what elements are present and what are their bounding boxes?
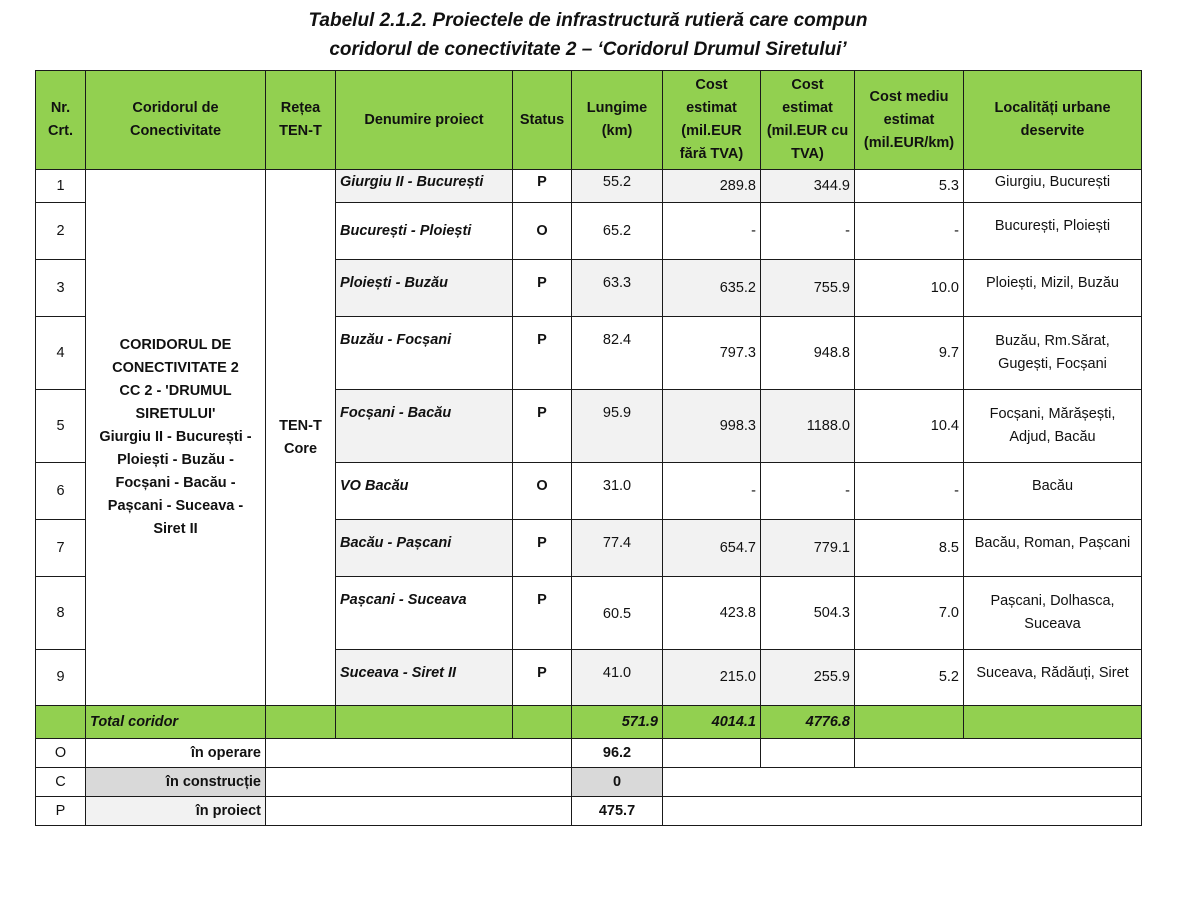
header-localitati: Localități urbane deservite bbox=[964, 71, 1142, 170]
row-length: 77.4 bbox=[572, 520, 663, 577]
row-localities: Focșani, Mărășești, Adjud, Bacău bbox=[964, 390, 1142, 463]
row-localities: Pașcani, Dolhasca, Suceava bbox=[964, 577, 1142, 650]
row-cost-no-vat: 289.8 bbox=[663, 170, 761, 203]
row-project: Bacău - Pașcani bbox=[336, 520, 513, 577]
table-title bbox=[0, 6, 1176, 64]
row-length: 82.4 bbox=[572, 317, 663, 390]
summary-label: în construcție bbox=[86, 768, 266, 797]
row-cost-no-vat: 635.2 bbox=[663, 260, 761, 317]
row-length: 41.0 bbox=[572, 650, 663, 706]
summary-code: C bbox=[36, 768, 86, 797]
row-nr: 8 bbox=[36, 577, 86, 650]
row-cost-no-vat: - bbox=[663, 463, 761, 520]
row-status: P bbox=[513, 577, 572, 650]
row-cost-vat: 779.1 bbox=[761, 520, 855, 577]
row-project: Ploiești - Buzău bbox=[336, 260, 513, 317]
row-project: Giurgiu II - București bbox=[336, 170, 513, 203]
row-length: 63.3 bbox=[572, 260, 663, 317]
row-cost-vat: 255.9 bbox=[761, 650, 855, 706]
summary-code: P bbox=[36, 797, 86, 826]
header-denumire: Denumire proiect bbox=[336, 71, 513, 170]
row-project: VO Bacău bbox=[336, 463, 513, 520]
row-localities: Bacău, Roman, Pașcani bbox=[964, 520, 1142, 577]
row-project: Pașcani - Suceava bbox=[336, 577, 513, 650]
row-cost-vat: 755.9 bbox=[761, 260, 855, 317]
row-status: P bbox=[513, 650, 572, 706]
row-length: 55.2 bbox=[572, 170, 663, 203]
header-coridor: Coridorul de Conectivitate bbox=[86, 71, 266, 170]
summary-label: în proiect bbox=[86, 797, 266, 826]
summary-empty bbox=[266, 739, 572, 768]
header-cost-fara-tva: Cost estimat (mil.EUR fără TVA) bbox=[663, 71, 761, 170]
total-empty bbox=[855, 706, 964, 739]
row-status: P bbox=[513, 520, 572, 577]
row-cost-avg: - bbox=[855, 463, 964, 520]
row-project: Focșani - Bacău bbox=[336, 390, 513, 463]
row-length: 65.2 bbox=[572, 203, 663, 260]
projects-table bbox=[35, 70, 1142, 826]
title-line-1: Tabelul 2.1.2. Proiectele de infrastructură rutieră care compun bbox=[308, 10, 868, 31]
total-row bbox=[36, 706, 1142, 739]
row-cost-vat: - bbox=[761, 463, 855, 520]
row-project: București - Ploiești bbox=[336, 203, 513, 260]
header-retea: Rețea TEN-T bbox=[266, 71, 336, 170]
total-empty bbox=[336, 706, 513, 739]
total-empty bbox=[36, 706, 86, 739]
row-cost-avg: 7.0 bbox=[855, 577, 964, 650]
table-row bbox=[36, 170, 1142, 203]
row-nr: 4 bbox=[36, 317, 86, 390]
row-cost-vat: 344.9 bbox=[761, 170, 855, 203]
row-cost-vat: - bbox=[761, 203, 855, 260]
summary-row bbox=[36, 739, 1142, 768]
summary-label: în operare bbox=[86, 739, 266, 768]
summary-value: 0 bbox=[572, 768, 663, 797]
row-cost-no-vat: 654.7 bbox=[663, 520, 761, 577]
summary-row bbox=[36, 797, 1142, 826]
row-cost-no-vat: 797.3 bbox=[663, 317, 761, 390]
network-cell: TEN-T Core bbox=[266, 170, 336, 706]
row-status: P bbox=[513, 260, 572, 317]
total-cost-no-vat: 4014.1 bbox=[663, 706, 761, 739]
row-nr: 9 bbox=[36, 650, 86, 706]
row-cost-avg: 10.4 bbox=[855, 390, 964, 463]
row-project: Buzău - Focșani bbox=[336, 317, 513, 390]
row-cost-no-vat: 423.8 bbox=[663, 577, 761, 650]
summary-empty bbox=[663, 739, 761, 768]
row-length: 60.5 bbox=[572, 577, 663, 650]
row-cost-vat: 1188.0 bbox=[761, 390, 855, 463]
row-cost-vat: 948.8 bbox=[761, 317, 855, 390]
total-empty bbox=[964, 706, 1142, 739]
row-project: Suceava - Siret II bbox=[336, 650, 513, 706]
row-localities: Bacău bbox=[964, 463, 1142, 520]
corridor-name-cell: CORIDORUL DE CONECTIVITATE 2 CC 2 - 'DRUMUL SIRETULUI' Giurgiu II - București - Ploiești - Buzău - Focșani - Bacău - Pașcani - Suceava - Siret II bbox=[86, 170, 266, 706]
row-localities: Buzău, Rm.Sărat, Gugești, Focșani bbox=[964, 317, 1142, 390]
row-cost-avg: - bbox=[855, 203, 964, 260]
summary-value: 475.7 bbox=[572, 797, 663, 826]
summary-empty bbox=[266, 768, 572, 797]
row-cost-avg: 9.7 bbox=[855, 317, 964, 390]
row-cost-no-vat: - bbox=[663, 203, 761, 260]
summary-empty bbox=[663, 797, 1142, 826]
summary-row bbox=[36, 768, 1142, 797]
row-nr: 1 bbox=[36, 170, 86, 203]
header-cost-mediu: Cost mediu estimat (mil.EUR/km) bbox=[855, 71, 964, 170]
row-localities: Giurgiu, București bbox=[964, 170, 1142, 203]
row-status: O bbox=[513, 203, 572, 260]
row-cost-vat: 504.3 bbox=[761, 577, 855, 650]
row-length: 31.0 bbox=[572, 463, 663, 520]
total-empty bbox=[266, 706, 336, 739]
summary-code: O bbox=[36, 739, 86, 768]
row-cost-no-vat: 998.3 bbox=[663, 390, 761, 463]
row-localities: București, Ploiești bbox=[964, 203, 1142, 260]
row-nr: 7 bbox=[36, 520, 86, 577]
total-cost-vat: 4776.8 bbox=[761, 706, 855, 739]
summary-empty bbox=[855, 739, 1142, 768]
total-length: 571.9 bbox=[572, 706, 663, 739]
row-cost-avg: 10.0 bbox=[855, 260, 964, 317]
row-nr: 2 bbox=[36, 203, 86, 260]
row-status: P bbox=[513, 317, 572, 390]
row-status: P bbox=[513, 390, 572, 463]
row-nr: 3 bbox=[36, 260, 86, 317]
row-cost-avg: 8.5 bbox=[855, 520, 964, 577]
header-nr: Nr. Crt. bbox=[36, 71, 86, 170]
row-nr: 6 bbox=[36, 463, 86, 520]
row-length: 95.9 bbox=[572, 390, 663, 463]
row-cost-avg: 5.3 bbox=[855, 170, 964, 203]
title-line-2: coridorul de conectivitate 2 – ‘Coridorul Drumul Siretului’ bbox=[329, 39, 847, 60]
total-empty bbox=[513, 706, 572, 739]
header-status: Status bbox=[513, 71, 572, 170]
row-cost-avg: 5.2 bbox=[855, 650, 964, 706]
row-status: O bbox=[513, 463, 572, 520]
summary-empty bbox=[761, 739, 855, 768]
row-localities: Suceava, Rădăuți, Siret bbox=[964, 650, 1142, 706]
header-cost-cu-tva: Cost estimat (mil.EUR cu TVA) bbox=[761, 71, 855, 170]
summary-empty bbox=[266, 797, 572, 826]
row-status: P bbox=[513, 170, 572, 203]
row-cost-no-vat: 215.0 bbox=[663, 650, 761, 706]
row-nr: 5 bbox=[36, 390, 86, 463]
summary-value: 96.2 bbox=[572, 739, 663, 768]
row-localities: Ploiești, Mizil, Buzău bbox=[964, 260, 1142, 317]
header-lungime: Lungime (km) bbox=[572, 71, 663, 170]
header-row bbox=[36, 71, 1142, 170]
summary-empty bbox=[663, 768, 1142, 797]
total-label: Total coridor bbox=[86, 706, 266, 739]
